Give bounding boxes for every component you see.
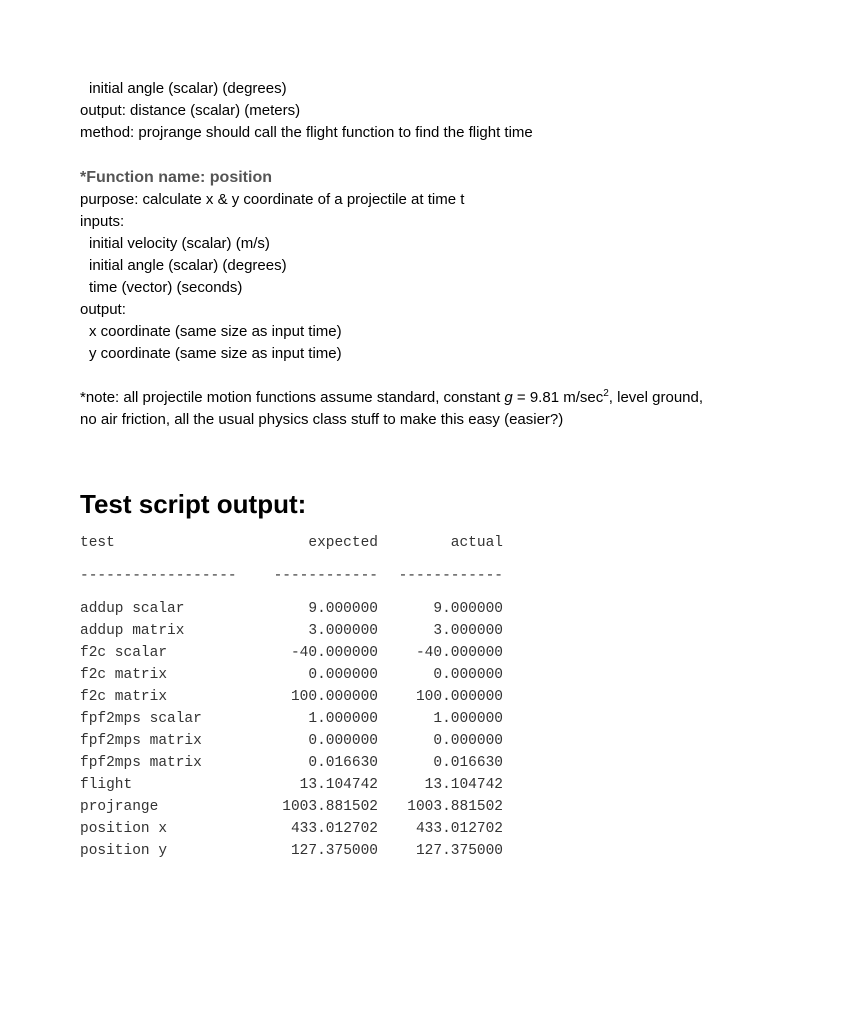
- cell-test: position y: [80, 843, 168, 859]
- table-dash-row: [80, 565, 503, 587]
- table-row: [80, 818, 503, 840]
- table-spacer: [80, 554, 503, 565]
- table-spacer: [80, 587, 503, 598]
- note-text-a: *note: all projectile motion functions assume standard, constant: [80, 389, 505, 406]
- table-row: [80, 796, 503, 818]
- cell-test: addup scalar: [80, 601, 185, 617]
- cell-actual: 1003.881502: [407, 799, 503, 815]
- table-row: [80, 840, 503, 862]
- position-output-x: x coordinate (same size as input time): [89, 323, 342, 340]
- position-input-time: time (vector) (seconds): [89, 279, 243, 296]
- note-superscript: 2: [603, 388, 609, 399]
- table-row: [80, 774, 503, 796]
- cell-test: projrange: [80, 799, 159, 815]
- cell-actual: 0.000000: [433, 733, 503, 749]
- cell-actual: 1.000000: [433, 711, 503, 727]
- function-title-position: *Function name: position: [80, 169, 272, 186]
- cell-expected: -40.000000: [290, 645, 378, 661]
- cell-test: flight: [80, 777, 133, 793]
- table-row: [80, 730, 503, 752]
- cell-actual: 127.375000: [415, 843, 503, 859]
- position-inputs-label: inputs:: [80, 213, 125, 230]
- table-row: [80, 752, 503, 774]
- table-row: [80, 686, 503, 708]
- cell-test: fpf2mps matrix: [80, 755, 202, 771]
- spec-line-method: method: projrange should call the flight function to find the flight time: [80, 124, 533, 141]
- note-text-c: , level ground,: [608, 389, 704, 406]
- cell-actual: -40.000000: [415, 645, 503, 661]
- note-line-1: [80, 387, 780, 409]
- header-test: test: [80, 535, 115, 551]
- cell-test: f2c scalar: [80, 645, 168, 661]
- cell-actual: 9.000000: [433, 601, 503, 617]
- spacer: [80, 365, 780, 387]
- cell-expected: 9.000000: [308, 601, 378, 617]
- cell-actual: 0.000000: [433, 667, 503, 683]
- position-output-label: output:: [80, 301, 126, 318]
- header-expected: expected: [308, 535, 378, 551]
- position-input-velocity: initial velocity (scalar) (m/s): [89, 235, 270, 252]
- cell-test: f2c matrix: [80, 667, 168, 683]
- cell-expected: 100.000000: [290, 689, 378, 705]
- cell-test: fpf2mps scalar: [80, 711, 202, 727]
- table-row: [80, 664, 503, 686]
- cell-actual: 433.012702: [415, 821, 503, 837]
- cell-expected: 13.104742: [299, 777, 378, 793]
- cell-actual: 3.000000: [433, 623, 503, 639]
- spec-line-initial-angle: initial angle (scalar) (degrees): [89, 80, 287, 97]
- cell-expected: 0.000000: [308, 667, 378, 683]
- position-purpose: purpose: calculate x & y coordinate of a projectile at time t: [80, 191, 465, 208]
- header-actual: actual: [450, 535, 503, 551]
- test-results-table: [80, 532, 503, 862]
- cell-expected: 0.016630: [308, 755, 378, 771]
- cell-actual: 100.000000: [415, 689, 503, 705]
- note-text-b: = 9.81 m/sec: [512, 389, 604, 406]
- cell-actual: 13.104742: [424, 777, 503, 793]
- cell-test: fpf2mps matrix: [80, 733, 202, 749]
- note-g-symbol: g: [504, 389, 513, 406]
- cell-actual: 0.016630: [433, 755, 503, 771]
- cell-expected: 433.012702: [290, 821, 378, 837]
- cell-test: f2c matrix: [80, 689, 168, 705]
- cell-expected: 1003.881502: [282, 799, 378, 815]
- cell-expected: 3.000000: [308, 623, 378, 639]
- cell-test: addup matrix: [80, 623, 185, 639]
- spec-line-output: output: distance (scalar) (meters): [80, 102, 301, 119]
- cell-expected: 127.375000: [290, 843, 378, 859]
- cell-test: position x: [80, 821, 168, 837]
- dash-actual: ------------: [398, 568, 503, 584]
- table-row: [80, 620, 503, 642]
- position-input-angle: initial angle (scalar) (degrees): [89, 257, 287, 274]
- table-header-row: [80, 532, 503, 554]
- cell-expected: 1.000000: [308, 711, 378, 727]
- document-page: [80, 78, 780, 862]
- dash-expected: ------------: [273, 568, 378, 584]
- spacer: [80, 144, 780, 166]
- cell-expected: 0.000000: [308, 733, 378, 749]
- test-output-heading: Test script output:: [80, 489, 307, 519]
- dash-test: ------------------: [80, 568, 237, 584]
- table-row: [80, 598, 503, 620]
- table-row: [80, 642, 503, 664]
- position-output-y: y coordinate (same size as input time): [89, 345, 342, 362]
- note-line-2: no air friction, all the usual physics class stuff to make this easy (easier?): [80, 411, 564, 428]
- table-row: [80, 708, 503, 730]
